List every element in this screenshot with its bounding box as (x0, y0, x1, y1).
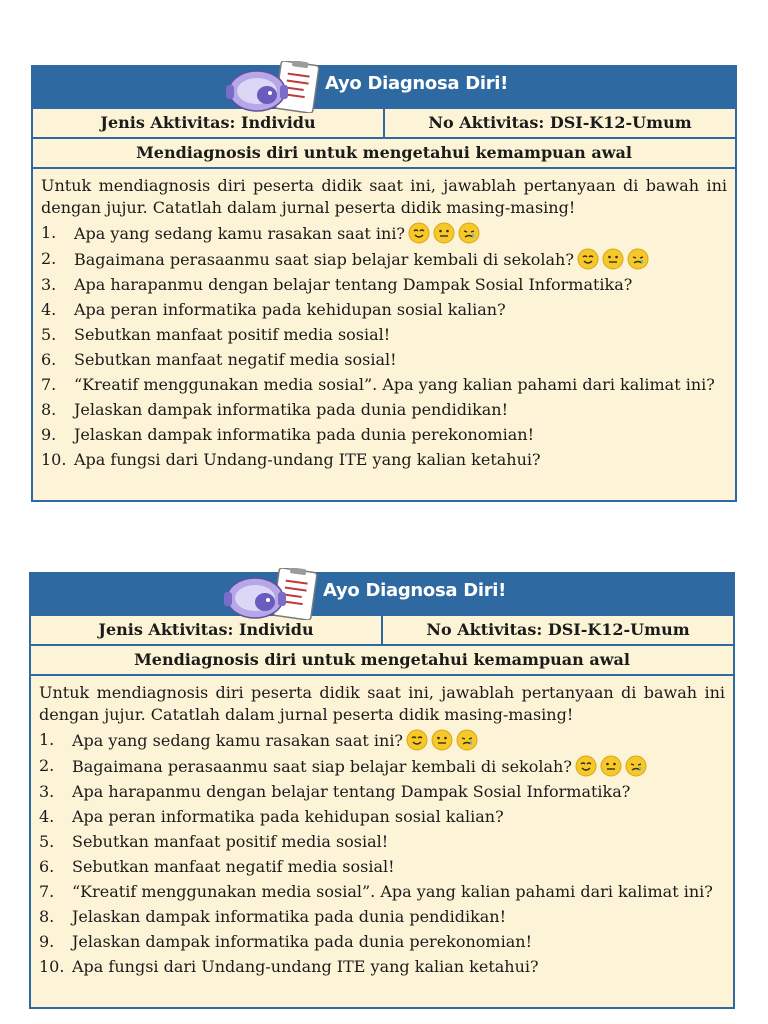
activity-number: No Aktivitas: DSI-K12-Umum (428, 113, 692, 132)
list-item (39, 729, 725, 752)
activity-card (31, 65, 737, 502)
question-text: “Kreatif menggunakan media sosial”. Apa yang kalian pahami dari kalimat ini? (74, 375, 715, 394)
question-text: Jelaskan dampak informatika pada dunia perekonomian! (74, 425, 534, 444)
question-text: Jelaskan dampak informatika pada dunia perekonomian! (72, 932, 532, 951)
list-item (41, 274, 727, 296)
smiley-face-icon (408, 222, 430, 244)
card-title: Ayo Diagnosa Diri! (323, 580, 507, 601)
list-item (39, 831, 725, 853)
activity-info-row (31, 616, 733, 646)
list-item (41, 222, 727, 245)
question-number: 10. (39, 957, 65, 976)
question-number: 10. (41, 450, 67, 469)
list-item (39, 906, 725, 928)
activity-subtitle: Mendiagnosis diri untuk mengetahui kemampuan awal (33, 139, 735, 169)
question-number: 3. (41, 275, 57, 294)
smiley-face-icon (577, 248, 599, 270)
crying-face-icon (456, 729, 478, 751)
card-header (31, 574, 733, 616)
question-number: 7. (41, 375, 57, 394)
question-number: 8. (39, 907, 55, 926)
card-body (33, 169, 735, 471)
activity-type: Jenis Aktivitas: Individu (33, 109, 385, 137)
question-list (41, 222, 727, 471)
question-number: 4. (39, 807, 55, 826)
question-text: Apa peran informatika pada kehidupan sosial kalian? (72, 807, 504, 826)
card-header (33, 67, 735, 109)
question-number: 1. (41, 223, 57, 242)
question-number: 2. (41, 249, 57, 268)
smiley-face-icon (406, 729, 428, 751)
intro-text: Untuk mendiagnosis diri peserta didik saat ini, jawablah pertanyaan di bawah ini dengan jujur. Catatlah dalam jurnal peserta didik masing-masing! (39, 683, 725, 724)
list-item (41, 374, 727, 396)
crying-face-icon (458, 222, 480, 244)
question-number: 1. (39, 730, 55, 749)
question-text: Apa fungsi dari Undang-undang ITE yang kalian ketahui? (74, 450, 541, 469)
question-number: 4. (41, 300, 57, 319)
question-text: Sebutkan manfaat negatif media sosial! (74, 350, 397, 369)
list-item (41, 248, 727, 271)
question-list (39, 729, 725, 978)
mascot-clipboard-icon (223, 61, 323, 113)
question-text: Apa fungsi dari Undang-undang ITE yang kalian ketahui? (72, 957, 539, 976)
smiley-face-icon (575, 755, 597, 777)
list-item (41, 324, 727, 346)
activity-subtitle: Mendiagnosis diri untuk mengetahui kemampuan awal (31, 646, 733, 676)
activity-card (29, 572, 735, 1009)
card-body (31, 676, 733, 978)
list-item (39, 931, 725, 953)
list-item (39, 956, 725, 978)
question-text: Apa harapanmu dengan belajar tentang Dampak Sosial Informatika? (72, 782, 631, 801)
card-title: Ayo Diagnosa Diri! (325, 73, 509, 94)
list-item (39, 781, 725, 803)
neutral-face-icon (431, 729, 453, 751)
question-number: 2. (39, 756, 55, 775)
intro-text: Untuk mendiagnosis diri peserta didik saat ini, jawablah pertanyaan di bawah ini dengan jujur. Catatlah dalam jurnal peserta didik masing-masing! (41, 176, 727, 217)
neutral-face-icon (433, 222, 455, 244)
list-item (39, 856, 725, 878)
question-text: Apa yang sedang kamu rasakan saat ini? (72, 731, 404, 750)
crying-face-icon (627, 248, 649, 270)
question-number: 7. (39, 882, 55, 901)
question-text: Sebutkan manfaat positif media sosial! (72, 832, 389, 851)
activity-info-row (33, 109, 735, 139)
list-item (41, 449, 727, 471)
question-text: Jelaskan dampak informatika pada dunia pendidikan! (74, 400, 509, 419)
neutral-face-icon (602, 248, 624, 270)
question-number: 5. (39, 832, 55, 851)
question-number: 6. (39, 857, 55, 876)
activity-number: No Aktivitas: DSI-K12-Umum (426, 620, 690, 639)
question-text: Apa yang sedang kamu rasakan saat ini? (74, 224, 406, 243)
question-number: 9. (39, 932, 55, 951)
question-text: Bagaimana perasaanmu saat siap belajar kembali di sekolah? (74, 250, 574, 269)
question-number: 5. (41, 325, 57, 344)
question-text: Bagaimana perasaanmu saat siap belajar kembali di sekolah? (72, 757, 572, 776)
list-item (39, 806, 725, 828)
question-number: 9. (41, 425, 57, 444)
list-item (41, 349, 727, 371)
question-text: Apa peran informatika pada kehidupan sosial kalian? (74, 300, 506, 319)
question-number: 3. (39, 782, 55, 801)
question-text: “Kreatif menggunakan media sosial”. Apa yang kalian pahami dari kalimat ini? (72, 882, 713, 901)
list-item (41, 424, 727, 446)
list-item (39, 881, 725, 903)
question-text: Apa harapanmu dengan belajar tentang Dampak Sosial Informatika? (74, 275, 633, 294)
neutral-face-icon (600, 755, 622, 777)
question-number: 6. (41, 350, 57, 369)
crying-face-icon (625, 755, 647, 777)
question-text: Jelaskan dampak informatika pada dunia pendidikan! (72, 907, 507, 926)
mascot-clipboard-icon (221, 568, 321, 620)
question-text: Sebutkan manfaat positif media sosial! (74, 325, 391, 344)
list-item (41, 399, 727, 421)
list-item (41, 299, 727, 321)
question-number: 8. (41, 400, 57, 419)
activity-type: Jenis Aktivitas: Individu (31, 616, 383, 644)
question-text: Sebutkan manfaat negatif media sosial! (72, 857, 395, 876)
list-item (39, 755, 725, 778)
